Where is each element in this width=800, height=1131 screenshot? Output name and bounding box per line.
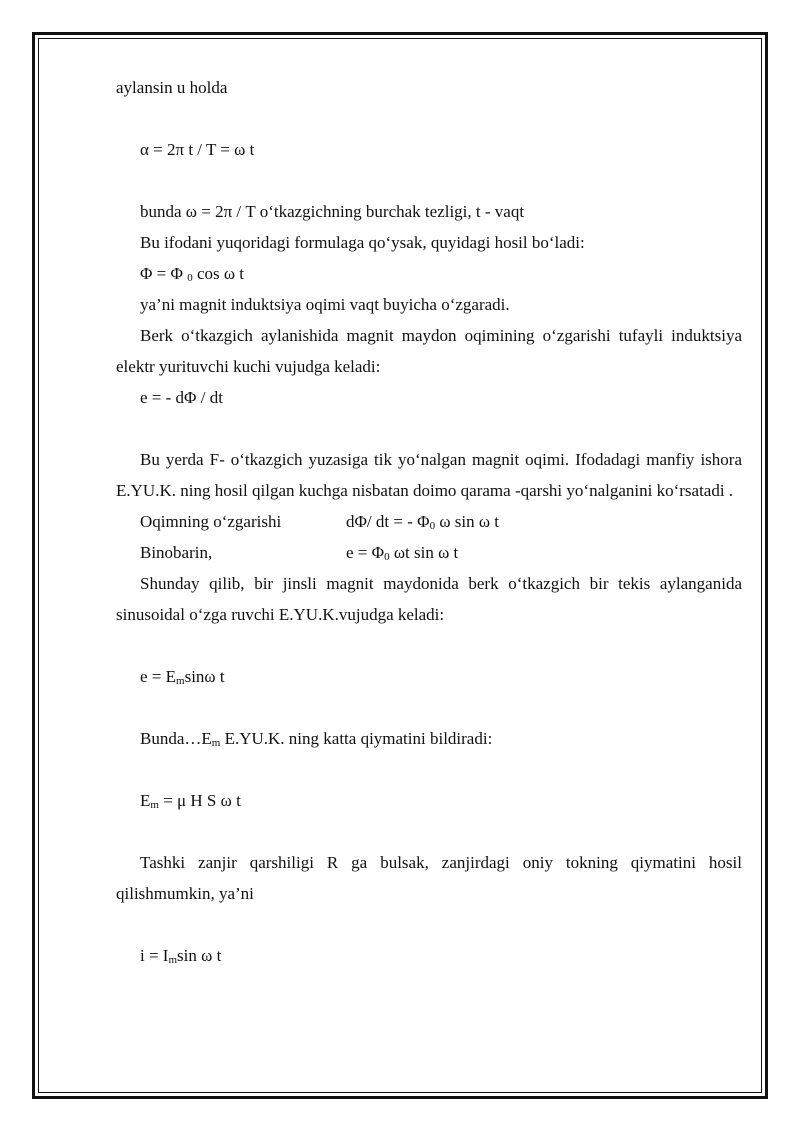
formula-subscript: m [150,799,159,811]
spacer [116,630,742,661]
paragraph-emf-origin: Berk o‘tkazgich aylanishida magnit maydon oqimining o‘zgarishi tufayli induktsiya elektr yurituvchi kuchi vujudga keladi: [116,326,742,376]
paragraph-sign-explanation: Bu yerda F- o‘tkazgich yuzasiga tik yo‘nalgan magnit oqimi. Ifodadagi manfiy ishora E.YU.K. ning hosil qilgan kuchga nisbatan doimo qarama -qarshi yo‘nalganini ko‘rsatadi . [116,450,742,500]
formula-emf-derivative: e = - dΦ / dt [140,388,223,407]
paragraph-intro: aylansin u holda [116,78,228,97]
formula-alpha: α = 2π t / T = ω t [140,140,255,159]
spacer [116,103,742,134]
formula-subscript: m [168,954,178,966]
paragraph-flux-varies: ya’ni magnit induktsiya oqimi vaqt buyicha o‘zgaradi. [140,295,510,314]
row-formula-part: ωt sin ω t [389,543,459,562]
row-formula-part: ω sin ω t [435,512,500,531]
formula-emf-sine [116,661,742,692]
formula-flux-left: Φ = Φ [140,264,188,283]
formula-flux-subscript: 0 [187,272,193,284]
row-formula-part: dΦ/ dt = - Φ [346,512,430,531]
formula-subscript: m [176,675,185,687]
paragraph-substitute: Bu ifodani yuqoridagi formulaga qo‘ysak, quyidagi hosil bo‘ladi: [140,233,585,252]
formula-part: E [140,791,151,810]
paragraph-current: Tashki zanjir qarshiligi R ga bulsak, zanjirdagi oniy tokning qiymatini hosil qilishmumkin, ya’ni [116,853,742,903]
formula-part: i = I [140,946,169,965]
row-formula-part: e = Φ [346,543,385,562]
text-part: E.YU.K. ning katta qiymatini bildiradi: [220,729,493,748]
paragraph-sinusoidal-emf: Shunday qilib, bir jinsli magnit maydonida berk o‘tkazgich bir tekis aylanganida sinusoidal o‘zga ruvchi E.YU.K.vujudga keladi: [116,574,742,624]
formula-current-sine [116,940,742,971]
formula-flux-right: cos ω t [192,264,245,283]
formula-em-value [116,785,742,816]
formula-part: sin ω t [177,946,222,965]
spacer [116,413,742,444]
paragraph-em-meaning [116,723,742,754]
formula-flux [116,258,742,289]
document-page [116,72,742,971]
formula-part: e = E [140,667,177,686]
spacer [116,165,742,196]
row-label-therefore: Binobarin, [140,543,213,562]
text-subscript: m [211,737,221,749]
formula-part: = μ H S ω t [158,791,241,810]
row-formula-subscript: 0 [429,520,436,532]
spacer [116,692,742,723]
text-part: Bunda…E [140,729,212,748]
formula-part: sinω t [184,667,225,686]
spacer [116,754,742,785]
formula-therefore-row [116,537,742,568]
formula-flux-change-row [116,506,742,537]
spacer [116,909,742,940]
row-formula-subscript: 0 [384,551,390,563]
paragraph-omega-definition: bunda ω = 2π / T o‘tkazgichning burchak tezligi, t - vaqt [140,202,525,221]
row-label-flux-change: Oqimning o‘zgarishi [140,512,282,531]
spacer [116,816,742,847]
